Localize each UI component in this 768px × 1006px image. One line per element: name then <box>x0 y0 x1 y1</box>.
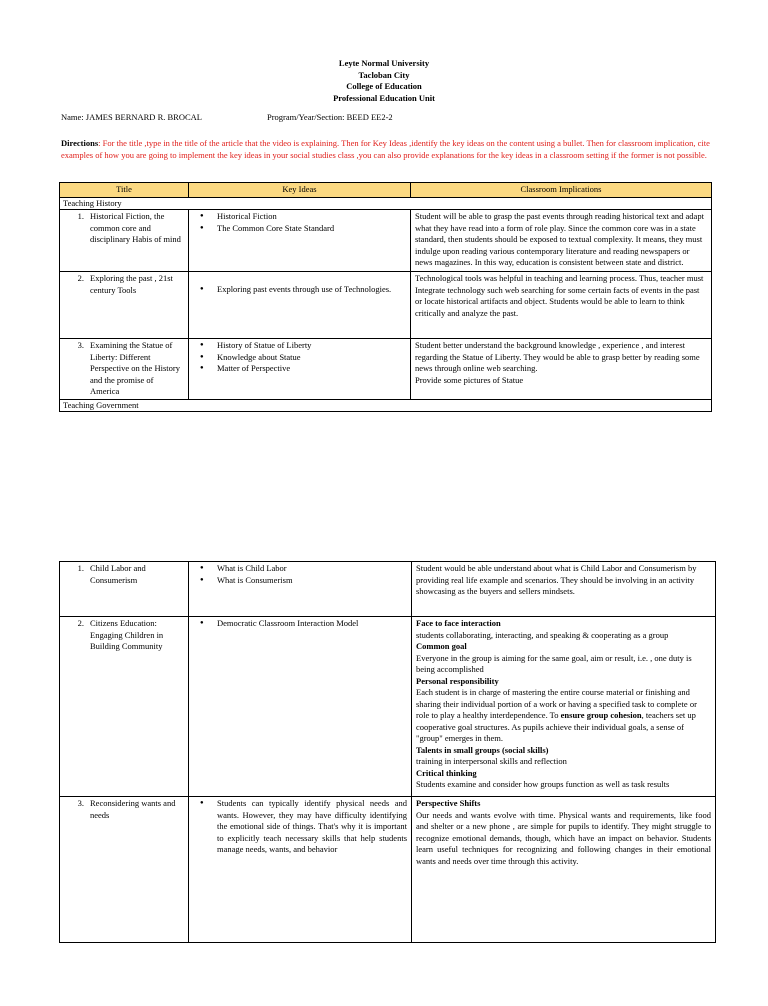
header-title: Title <box>60 183 189 198</box>
table-header-row <box>60 183 712 198</box>
list-item: ● Students can typically identify physical needs and wants. However, they may have difficulty identifying the emotional side of things. That's why it is important to explicitly teach necessary skills that help students manage needs, wants, and behavior <box>217 798 407 856</box>
row-implications: Student will be able to grasp the past events through reading historical text and adapt what they have read into a form of role play. Since the common core was in a state standard, then students should be exposed to textual complexity. It means, they must indulge upon reading various contemporary literature and reading newspapers or news magazines. In this way, education is consistent between state and district. <box>411 210 712 272</box>
government-table <box>59 561 716 943</box>
row-implications: Student would be able understand about what is Child Labor and Consumerism by providing real life example and scenarios. They should be involving in an activity showcasing as the buyers and sellers mindsets. <box>412 562 716 617</box>
table-row <box>60 562 716 617</box>
list-item: ● What is Child Labor <box>217 563 407 575</box>
table-row <box>60 272 712 339</box>
header-classroom-implications: Classroom Implications <box>411 183 712 198</box>
list-item: ● History of Statue of Liberty <box>217 340 406 352</box>
row-implications: Face to face interaction students collaborating, interacting, and speaking & cooperating as a group Common goal Everyone in the group is aiming for the same goal, aim or result, i.e. , one duty is being accomplished Personal responsibility Each student is in charge of mastering the entire course material or finishing and sharing their individual portion of a work or having a specified task to complete or role to play a healthy interdependence. To ensure group cohesion, teachers set up cooperative goal structures. As pupils achieve their individual goals, a sense of "group" emerges in them. Talents in small groups (social skills) training in interpersonal skills and reflection Critical thinking Students examine and consider how groups function as well as task results <box>412 617 716 797</box>
list-item: ● Exploring past events through use of Technologies. <box>217 284 406 296</box>
document-header <box>0 58 768 104</box>
row-implications: Perspective Shifts Our needs and wants evolve with time. Physical wants and requirements, like food and shelter or a new phone , are simple for pupils to identify. They might struggle to recognize emotional demands, though, which have an impact on behavior. Students learn useful techniques for recognizing and following changes in their emotional wants and needs over time through this activity. <box>412 797 716 943</box>
row-ideas <box>189 617 412 797</box>
row-implications: Student better understand the background knowledge , experience , and interest regarding the Statue of Liberty. They would be able to grasp better by reading some news through online web searching. Provide some pictures of Statue <box>411 339 712 400</box>
row-title: 2. Exploring the past , 21st century Tools <box>60 272 189 339</box>
unit-name: Professional Education Unit <box>333 92 435 103</box>
row-ideas <box>189 272 411 339</box>
row-title: 3. Reconsidering wants and needs <box>60 797 189 943</box>
student-program: Program/Year/Section: BEED EE2-2 <box>267 112 393 122</box>
list-item: ● Democratic Classroom Interaction Model <box>217 618 407 630</box>
list-item: ● Matter of Perspective <box>217 363 406 375</box>
row-title: 3. Examining the Statue of Liberty: Different Perspective on the History and the promise of America <box>60 339 189 400</box>
directions-text: : For the title ,type in the title of the article that the video is explaining. Then for Key Ideas ,identify the key ideas on the content using a bullet. Then for classroom implication, cite examples of how you are going to implement the key ideas in your social studies class ,you can also provide explanations for the key ideas in a classroom setting if the former is not possible. <box>61 138 710 160</box>
section-teaching-history: Teaching History <box>60 197 712 210</box>
table-row <box>60 210 712 272</box>
list-item: ● Historical Fiction <box>217 211 406 223</box>
directions-label: Directions <box>61 138 99 148</box>
university-name: Leyte Normal University <box>338 58 430 68</box>
student-info <box>61 112 393 124</box>
list-item: ● What is Consumerism <box>217 575 407 587</box>
header-key-ideas: Key Ideas <box>189 183 411 198</box>
row-ideas <box>189 797 412 943</box>
table-row <box>60 339 712 400</box>
table-row <box>60 797 716 943</box>
row-ideas <box>189 562 412 617</box>
row-ideas <box>189 210 411 272</box>
row-title: 1. Historical Fiction, the common core and disciplinary Habis of mind <box>60 210 189 272</box>
row-implications: Technological tools was helpful in teaching and learning process. Thus, teacher must Integrate technology such web searching for some certain facts of events in the past or locate historical artifacts and object. Students would be able to learn to think critically and analyze the past. <box>411 272 712 339</box>
row-ideas <box>189 339 411 400</box>
city-name: Tacloban City <box>358 69 410 80</box>
section-row <box>60 197 712 210</box>
row-title: 1. Child Labor and Consumerism <box>60 562 189 617</box>
section-row <box>60 399 712 412</box>
section-teaching-government: Teaching Government <box>60 399 712 412</box>
student-name: Name: JAMES BERNARD R. BROCAL <box>61 112 202 122</box>
row-title: 2. Citizens Education: Engaging Children in Building Community <box>60 617 189 797</box>
college-name: College of Education <box>346 81 422 91</box>
list-item: ● The Common Core State Standard <box>217 223 406 235</box>
directions <box>61 138 711 161</box>
key-ideas-table <box>59 182 712 412</box>
table-row <box>60 617 716 797</box>
list-item: ● Knowledge about Statue <box>217 352 406 364</box>
